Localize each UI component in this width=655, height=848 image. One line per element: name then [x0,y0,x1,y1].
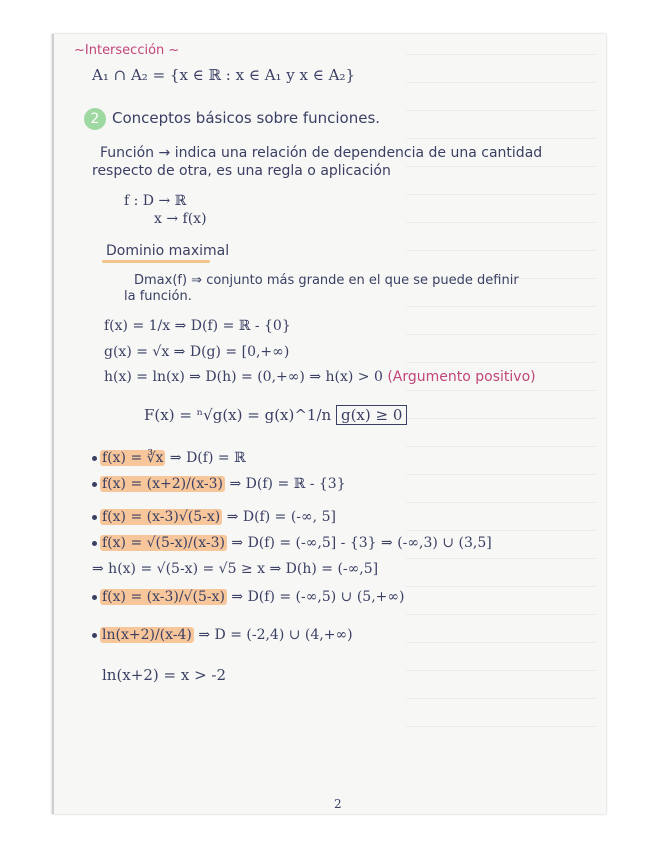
ln-condition: ln(x+2) = x > -2 [102,666,227,684]
funcion-definition-line2: respecto de otra, es una regla o aplicación [92,163,391,179]
domain-result: ⇒ D(f) = ℝ - {3} [229,476,346,492]
example-h-text: h(x) = ln(x) ⇒ D(h) = (0,+∞) ⇒ h(x) > 0 [104,369,383,385]
example-f: f(x) = 1/x ⇒ D(f) = ℝ - {0} [104,318,291,334]
argumento-positivo-note: (Argumento positivo) [387,369,536,385]
list-item-2 [92,475,346,493]
map-line2: x → f(x) [154,211,207,227]
domain-result: ⇒ D(f) = (-∞,5) ∪ (5,+∞) [231,589,405,605]
domain-result: ⇒ D(f) = (-∞, 5] [226,509,336,525]
highlighted-function: ln(x+2)/(x-4) [102,627,192,643]
bullet-icon [92,595,97,600]
map-line1: f : D → ℝ [124,193,187,209]
funcion-definition-line1: Función → indica una relación de dependencia de una cantidad [100,145,543,161]
root-rule-condition: g(x) ≥ 0 [336,405,407,425]
highlighted-function: f(x) = (x-3)/√(5-x) [102,589,225,605]
list-item-1 [92,449,246,467]
bullet-icon [92,541,97,546]
highlighted-function: f(x) = (x-3)√(5-x) [102,509,221,525]
list-item-5 [92,588,405,606]
bullet-icon [92,633,97,638]
bullet-icon [92,482,97,487]
section-number-badge: 2 [84,108,106,130]
notebook-page [52,34,606,814]
example-g: g(x) = √x ⇒ D(g) = [0,+∞) [104,344,290,360]
section-heading [84,108,380,130]
domain-result: ⇒ D(f) = (-∞,5] - {3} ⇒ (-∞,3) ∪ (3,5] [231,535,492,551]
section-title: Conceptos básicos sobre funciones. [112,109,381,127]
example-h [104,368,536,386]
list-item-3 [92,508,336,526]
dmax-line1: Dmax(f) ⇒ conjunto más grande en el que se puede definir [134,273,519,288]
page-number: 2 [334,797,342,811]
highlighted-function: f(x) = ∛x [102,450,164,466]
heading-underline [102,260,210,263]
bullet-icon [92,456,97,461]
derivation-line: ⇒ h(x) = √(5-x) = √5 ≥ x ⇒ D(h) = (-∞,5] [92,561,379,577]
interseccion-formula: A₁ ∩ A₂ = {x ∈ ℝ : x ∈ A₁ y x ∈ A₂} [92,66,356,84]
domain-result: ⇒ D = (-2,4) ∪ (4,+∞) [198,627,353,643]
bullet-icon [92,515,97,520]
highlighted-function: f(x) = (x+2)/(x-3) [102,476,224,492]
list-item-4 [92,534,492,552]
list-item-6 [92,626,353,644]
highlighted-function: f(x) = √(5-x)/(x-3) [102,535,225,551]
root-rule [144,406,407,424]
dominio-maximal-heading: Dominio maximal [106,243,230,259]
domain-result: ⇒ D(f) = ℝ [169,450,246,466]
heading-interseccion: ~Intersección ~ [74,43,180,58]
dmax-line2: la función. [124,289,192,304]
root-rule-text: F(x) = ⁿ√g(x) = g(x)^1/n [144,406,332,424]
